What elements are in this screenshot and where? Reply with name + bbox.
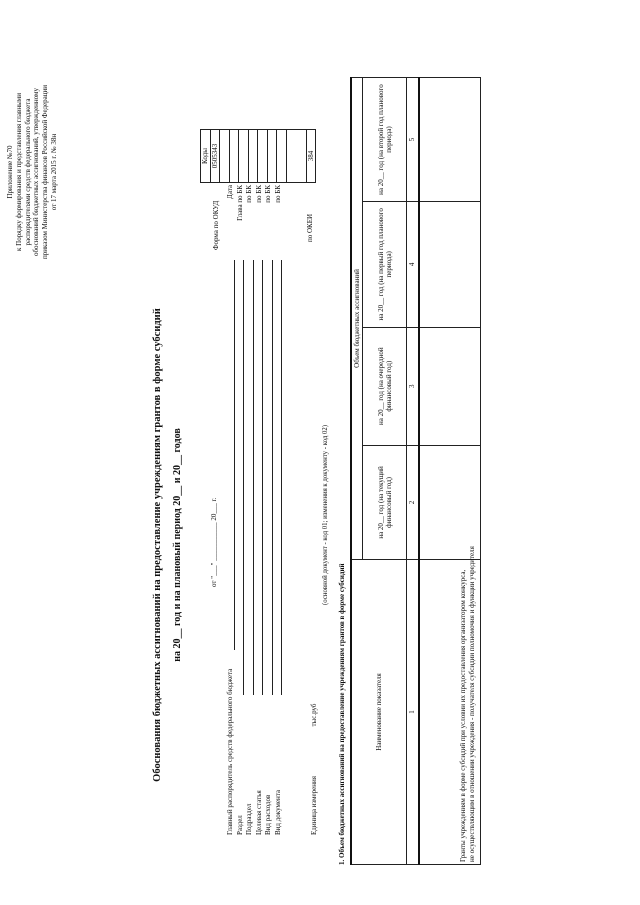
col-number: 1: [407, 560, 419, 865]
unit-value: тыс.руб: [310, 703, 318, 727]
code-cell[interactable]: [229, 130, 239, 183]
form-subtitle: на 20__ год и на плановый период 20__ и 20__ годов: [172, 428, 183, 662]
footer-text: [459, 546, 477, 862]
appendix-line: обоснований бюджетных ассигнований, утвержденному: [32, 88, 41, 256]
fill-line[interactable]: [262, 260, 263, 695]
header-row: [264, 185, 274, 835]
col-number: 5: [407, 78, 419, 202]
header-rows: [226, 185, 283, 835]
header-row-label: Вид расходов: [264, 794, 272, 835]
header-row-label: Главный распорядитель средств федерального бюджета: [226, 668, 234, 835]
fill-line[interactable]: [243, 260, 244, 695]
col-name-header: Наименование показателя: [351, 560, 407, 865]
appendix-line: приказом Министерства финансов Российской Федерации: [41, 85, 49, 259]
col-header: на 20__ год (на первый год планового периода): [363, 202, 407, 327]
col-number: 4: [407, 202, 419, 327]
form-title: Обоснования бюджетных ассигнований на предоставление учреждениям грантов в форме субсидий: [152, 308, 163, 782]
section-title: 1. Объем бюджетных ассигнований на предоставление учреждениям грантов в форме субсидий: [338, 563, 346, 865]
date-line: от "___" ___________ 20___ г.: [210, 497, 218, 587]
header-row-right: по БК: [245, 185, 253, 203]
header-row-right: по БК: [254, 185, 263, 203]
value-cell[interactable]: [419, 78, 481, 202]
okud-label: Форма по ОКУД: [212, 200, 220, 250]
fill-line[interactable]: [281, 260, 282, 695]
header-row: [236, 185, 246, 835]
code-cell[interactable]: [286, 130, 306, 183]
header-row: [245, 185, 255, 835]
code-cell[interactable]: [258, 130, 268, 183]
header-row-right: по БК: [264, 185, 272, 203]
code-cell[interactable]: [277, 130, 287, 183]
header-row-label: Целевая статья: [254, 790, 263, 835]
fill-line[interactable]: [234, 260, 235, 650]
header-row-right: Глава по БК: [235, 185, 244, 221]
col-number: 3: [407, 327, 419, 445]
group-header: Объем бюджетных ассигнований: [351, 78, 363, 560]
footer-line: Гранты учреждениям в форме субсидий при условии их предоставления организатором конкурса,: [459, 569, 467, 862]
appendix-note: [6, 27, 59, 317]
code-cell[interactable]: [239, 130, 249, 183]
codes-header: Коды: [201, 130, 211, 183]
footer-line: не осуществляющим в отношении учреждения - получателя субсидии полномочия и функции учредителя: [467, 546, 476, 862]
header-row: [274, 185, 284, 835]
fill-line[interactable]: [272, 260, 273, 695]
header-row: [226, 185, 236, 835]
code-cell[interactable]: [220, 130, 230, 183]
codes-table: [200, 129, 316, 183]
value-cell[interactable]: [419, 445, 481, 559]
appendix-line: от 17 марта 2015 г. № 38н: [49, 133, 58, 211]
col-number: 2: [407, 445, 419, 559]
document-type-note: (основной документ - код 01; изменения к документу - код 02): [322, 424, 329, 605]
col-header: на 20__ год (на второй год планового периода): [363, 78, 407, 202]
header-row-label: Подраздел: [245, 803, 253, 835]
okud-code: 0505343: [210, 130, 220, 183]
okei-code: 384: [306, 130, 316, 183]
okei-label: по ОКЕИ: [306, 213, 314, 242]
unit-row: [310, 704, 318, 835]
appendix-line: к Порядку формирования и представления главными: [14, 93, 23, 251]
header-row-label: Раздел: [235, 815, 244, 835]
value-cell[interactable]: [419, 327, 481, 445]
unit-label: Единица измерения: [310, 776, 318, 835]
col-header: на 20__ год (на очередной финансовый год): [363, 327, 407, 445]
header-row-right: Дата: [226, 185, 234, 199]
header-row: [255, 185, 265, 835]
code-cell[interactable]: [248, 130, 258, 183]
header-row-right: по БК: [273, 185, 282, 203]
appendix-line: Приложение №70: [6, 145, 14, 199]
code-cell[interactable]: [267, 130, 277, 183]
header-row-label: Вид документа: [273, 789, 282, 835]
value-cell[interactable]: [419, 202, 481, 327]
col-header: на 20__ год (на текущий финансовый год): [363, 445, 407, 559]
appendix-line: распорядителями средств федерального бюджета: [23, 98, 32, 246]
fill-line[interactable]: [253, 260, 254, 695]
